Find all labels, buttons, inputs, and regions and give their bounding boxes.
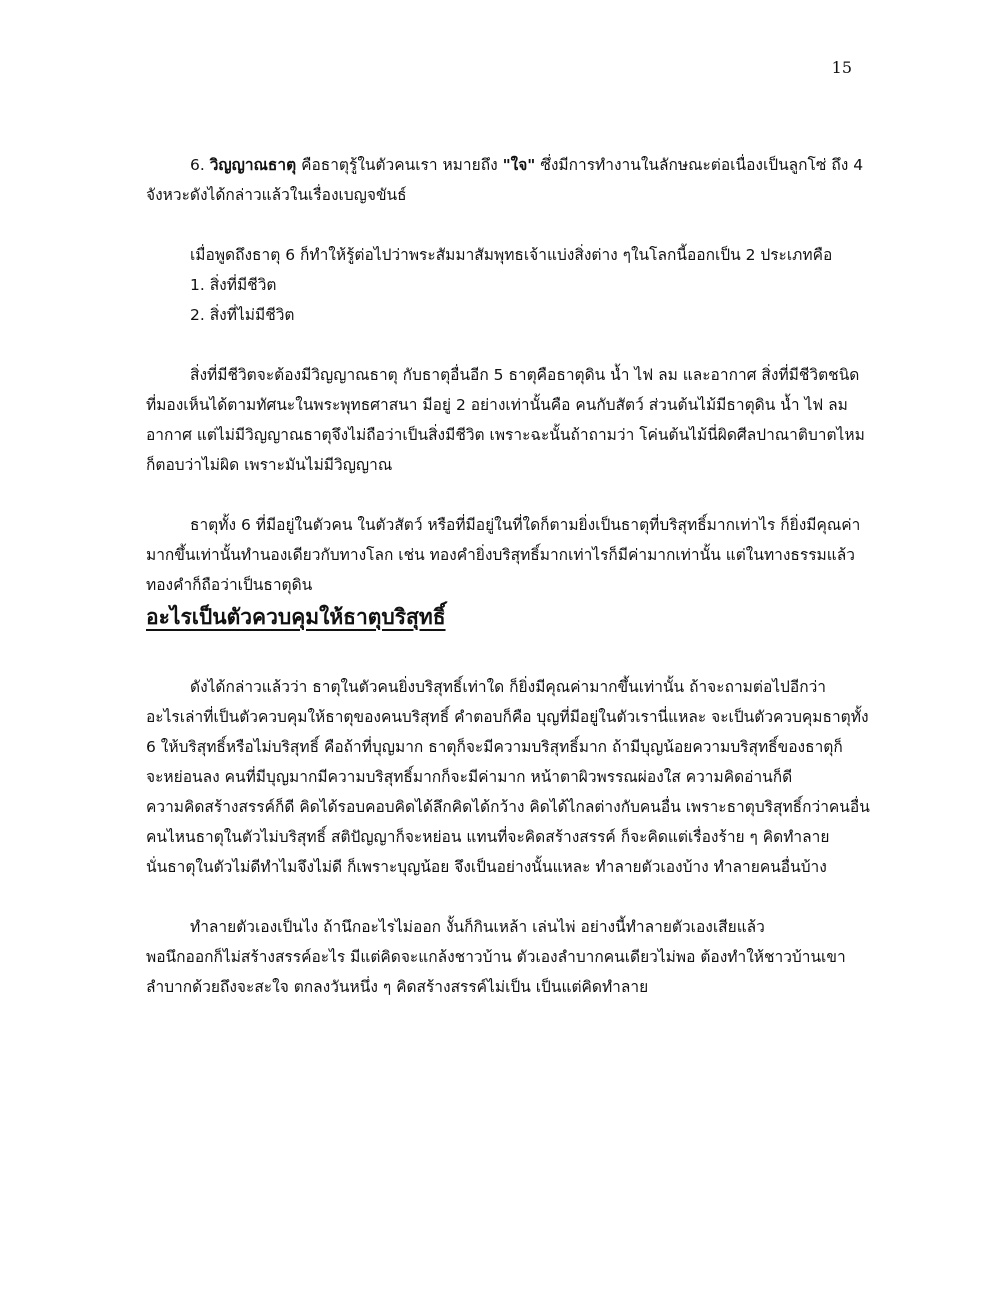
- paragraph-line: คนไหนธาตุในตัวไม่บริสุทธิ์ สติปัญญาก็จะหย่อน แทนที่จะคิดสร้างสรรค์ ก็จะคิดแต่เรื่องร้าย ๆ คิดทำลาย: [146, 828, 830, 846]
- paragraph-line: เมื่อพูดถึงธาตุ 6 ก็ทำให้รู้ต่อไปว่าพระสัมมาสัมพุทธเจ้าแบ่งสิ่งต่าง ๆในโลกนี้ออกเป็น 2 ประเภทคือ: [190, 246, 833, 264]
- paragraph-consciousness-element: [146, 150, 864, 210]
- paragraph-line: ดังได้กล่าวแล้วว่า ธาตุในตัวคนยิ่งบริสุทธิ์เท่าใด ก็ยิ่งมีคุณค่ามากขึ้นเท่านั้น ถ้าจะถามต่อไปอีกว่า: [190, 678, 826, 696]
- paragraph-self-destruction: [146, 912, 854, 1002]
- paragraph-line: ทองคำก็ถือว่าเป็นธาตุดิน: [146, 576, 313, 594]
- section-heading: อะไรเป็นตัวควบคุมให้ธาตุบริสุทธิ์: [146, 605, 446, 629]
- bold-term: วิญญาณธาตุ: [209, 156, 297, 174]
- page-content: [146, 150, 870, 1002]
- paragraph-line: ลำบากด้วยถึงจะสะใจ ตกลงวันหนึ่ง ๆ คิดสร้างสรรค์ไม่เป็น เป็นแต่คิดทำลาย: [146, 978, 649, 996]
- item-number: 6.: [190, 156, 210, 174]
- paragraph-living-things: [146, 360, 865, 480]
- paragraph-line: ที่มองเห็นได้ตามทัศนะในพระพุทธศาสนา มีอยู่ 2 อย่างเท่านั้นคือ คนกับสัตว์ ส่วนต้นไม้มีธาตุดิน น้ำ ไฟ ลม: [146, 396, 848, 414]
- paragraph-line: จะหย่อนลง คนที่มีบุญมากมีความบริสุทธิ์มากก็จะมีค่ามาก หน้าตาผิวพรรณผ่องใส ความคิดอ่านก็ดี: [146, 768, 793, 786]
- paragraph-line: อะไรเล่าที่เป็นตัวควบคุมให้ธาตุของคนบริสุทธิ์ คำตอบก็คือ บุญที่มีอยู่ในตัวเรานี่แหละ จะเป็นตัวควบคุมธาตุทั้ง: [146, 708, 869, 726]
- paragraph-line: อากาศ แต่ไม่มีวิญญาณธาตุจึงไม่ถือว่าเป็นสิ่งมีชีวิต เพราะฉะนั้นถ้าถามว่า โค่นต้นไม้นี่ผิดศีลปาณาติบาตไหม: [146, 426, 865, 444]
- paragraph-line: ความคิดสร้างสรรค์ก็ดี คิดได้รอบคอบคิดได้ลึกคิดได้กว้าง คิดได้ไกลต่างกับคนอื่น เพราะธาตุบริสุทธิ์กว่าคนอื่น: [146, 798, 870, 816]
- paragraph-purity-value: [146, 510, 861, 600]
- paragraph-line: มากขึ้นเท่านั้นทำนองเดียวกับทางโลก เช่น ทองคำยิ่งบริสุทธิ์มากเท่าไรก็มีค่ามากเท่านั้น แต่ในทางธรรมแล้ว: [146, 546, 855, 564]
- paragraph-line: ธาตุทั้ง 6 ที่มีอยู่ในตัวคน ในตัวสัตว์ หรือที่มีอยู่ในที่ใดก็ตามยิ่งเป็นธาตุที่บริสุทธิ์มากเท่าไร ก็ยิ่งมีคุณค่า: [190, 516, 861, 534]
- text-run: คือธาตุรู้ในตัวคนเรา หมายถึง: [296, 156, 503, 174]
- paragraph-merit-controls: [146, 672, 870, 882]
- paragraph-line: [146, 150, 864, 180]
- paragraph-line: ทำลายตัวเองเป็นไง ถ้านึกอะไรไม่ออก งั้นก็กินเหล้า เล่นไพ่ อย่างนี้ทำลายตัวเองเสียแล้ว: [190, 918, 765, 936]
- text-run: ซึ่งมีการทำงานในลักษณะต่อเนื่องเป็นลูกโซ่ ถึง 4: [535, 156, 864, 174]
- list-item: 1. สิ่งที่มีชีวิต: [190, 276, 277, 294]
- paragraph-line: สิ่งที่มีชีวิตจะต้องมีวิญญาณธาตุ กับธาตุอื่นอีก 5 ธาตุคือธาตุดิน น้ำ ไฟ ลม และอากาศ สิ่งที่มีชีวิตชนิด: [190, 366, 860, 384]
- paragraph-two-types: [146, 240, 854, 270]
- paragraph-line: นั่นธาตุในตัวไม่ดีทำไมจึงไม่ดี ก็เพราะบุญน้อย จึงเป็นอย่างนั้นแหละ ทำลายตัวเองบ้าง ทำลายคนอื่นบ้าง: [146, 858, 827, 876]
- paragraph-line: ก็ตอบว่าไม่ผิด เพราะมันไม่มีวิญญาณ: [146, 456, 393, 474]
- paragraph-line: 6 ให้บริสุทธิ์หรือไม่บริสุทธิ์ คือถ้าที่บุญมาก ธาตุก็จะมีความบริสุทธิ์มาก ถ้ามีบุญน้อยความบริสุทธิ์ของธาตุก็: [146, 738, 843, 756]
- paragraph-line: พอนึกออกก็ไม่สร้างสรรค์อะไร มีแต่คิดจะแกล้งชาวบ้าน ตัวเองลำบากคนเดียวไม่พอ ต้องทำให้ชาวบ้านเขา: [146, 948, 846, 966]
- paragraph-line: จังหวะดังได้กล่าวแล้วในเรื่องเบญจขันธ์: [146, 186, 407, 204]
- list-item: 2. สิ่งที่ไม่มีชีวิต: [190, 306, 295, 324]
- bold-quote: "ใจ": [502, 156, 536, 174]
- page-number: 15: [831, 58, 852, 77]
- types-list: [146, 270, 854, 330]
